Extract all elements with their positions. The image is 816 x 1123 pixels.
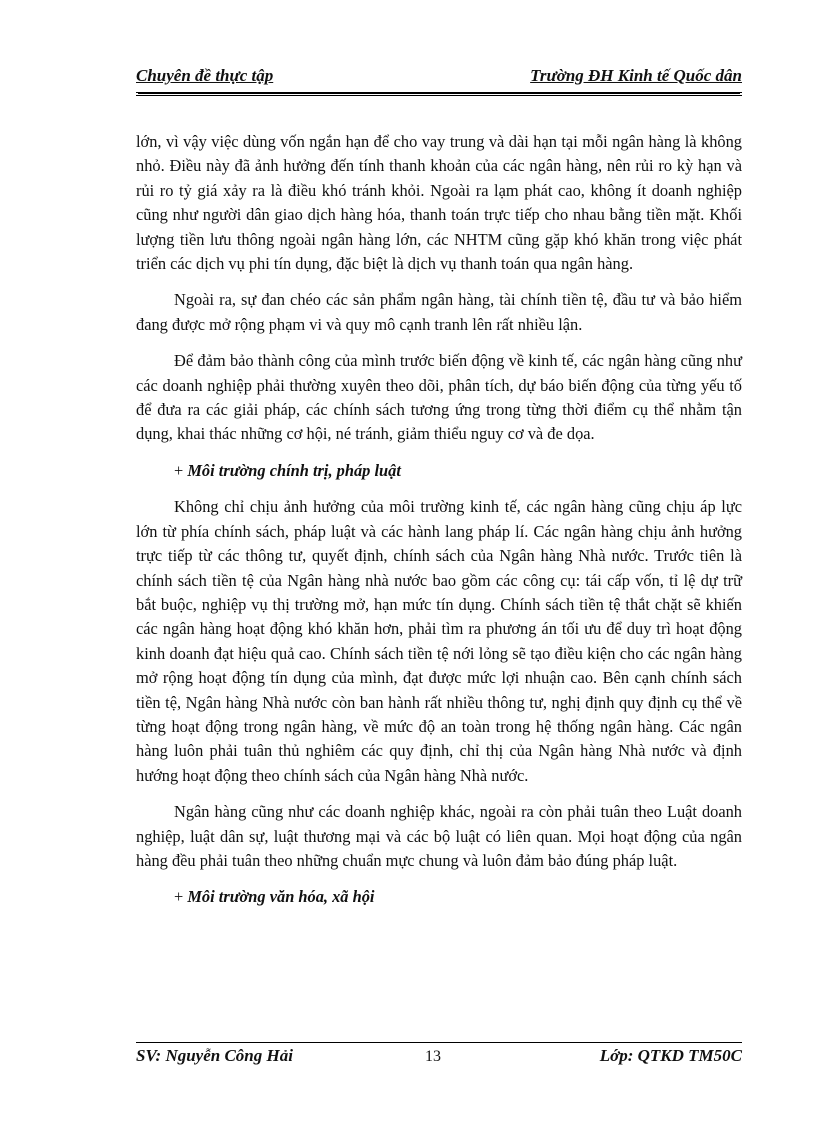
header-document-type: Chuyên đề thực tập bbox=[136, 66, 274, 85]
footer-student-name: SV: Nguyễn Công Hải bbox=[136, 1046, 293, 1065]
heading-text: Môi trường chính trị, pháp luật bbox=[187, 460, 401, 480]
heading-text: Môi trường văn hóa, xã hội bbox=[187, 887, 375, 907]
header-university: Trường ĐH Kinh tế Quốc dân bbox=[530, 66, 742, 85]
heading-bullet: + bbox=[174, 887, 188, 907]
footer-class: Lớp: QTKD TM50C bbox=[599, 1046, 742, 1065]
page-footer bbox=[136, 1046, 742, 1070]
section-heading-politics-law bbox=[136, 459, 742, 483]
header-divider bbox=[136, 95, 742, 96]
paragraph-continuation: lớn, vì vậy việc dùng vốn ngắn hạn để cho vay trung và dài hạn tại mỗi ngân hàng là không nhỏ. Điều này đã ảnh hưởng đến tính thanh khoản của các ngân hàng, nên rủi ro kỳ hạn và rủi ro tỷ giá xảy ra là điều khó tránh khỏi. Ngoài ra lạm phát cao, không ít doanh nghiệp cũng như người dân giao dịch hàng hóa, thanh toán trực tiếp cho nhau bằng tiền mặt. Khối lượng tiền lưu thông ngoài ngân hàng lớn, các NHTM cũng gặp khó khăn trong việc phát triển các dịch vụ phi tín dụng, đặc biệt là dịch vụ thanh toán qua ngân hàng. bbox=[136, 132, 742, 274]
paragraph-legal-compliance: Ngân hàng cũng như các doanh nghiệp khác, ngoài ra còn phải tuân theo Luật doanh nghiệp, luật dân sự, luật thương mại và các bộ luật có liên quan. Mọi hoạt động của ngân hàng đều phải tuân theo những chuẩn mực chung và luôn đảm bảo đúng pháp luật. bbox=[136, 802, 742, 870]
section-heading-culture-society bbox=[136, 885, 742, 909]
paragraph-success-conditions: Để đảm bảo thành công của mình trước biến động về kinh tế, các ngân hàng cũng như các doanh nghiệp phải thường xuyên theo dõi, phân tích, dự báo biến động của từng yếu tố để đưa ra các giải pháp, các chính sách tương ứng trong từng thời điểm cụ thể nhằm tận dụng, khai thác những cơ hội, né tránh, giảm thiểu nguy cơ và đe dọa. bbox=[136, 351, 742, 444]
heading-bullet: + bbox=[174, 460, 188, 480]
paragraph-policy-law: Không chỉ chịu ảnh hưởng của môi trường kinh tế, các ngân hàng cũng chịu áp lực lớn từ phía chính sách, pháp luật và các hành lang pháp lí. Các ngân hàng chịu ảnh hưởng trực tiếp từ các thông tư, quyết định, chính sách của Ngân hàng Nhà nước. Trước tiên là chính sách tiền tệ của Ngân hàng nhà nước bao gồm các công cụ: tái cấp vốn, tỉ lệ dự trữ bắt buộc, nghiệp vụ thị trường mở, hạn mức tín dụng. Chính sách tiền tệ thắt chặt sẽ khiến các ngân hàng hoạt động khó khăn hơn, phải tìm ra phương án tối ưu để duy trì hoạt động kinh doanh đạt hiệu quả cao. Chính sách tiền tệ nới lỏng sẽ tạo điều kiện cho các ngân hàng mở rộng hoạt động tín dụng của mình, đạt được mức lợi nhuận cao. Bên cạnh chính sách tiền tệ, Ngân hàng Nhà nước còn ban hành rất nhiều thông tư, nghị định quy định cụ thể về từng hoạt động trong ngân hàng, về mức độ an toàn trong hệ thống ngân hàng. Các ngân hàng luôn phải tuân thủ nghiêm các quy định, chỉ thị của Ngân hàng Nhà nước và định hướng hoạt động theo chính sách của Ngân hàng Nhà nước. bbox=[136, 497, 742, 785]
page-body bbox=[136, 130, 742, 922]
footer-divider bbox=[136, 1042, 742, 1043]
page-header bbox=[136, 64, 742, 93]
paragraph-cross-selling: Ngoài ra, sự đan chéo các sản phẩm ngân hàng, tài chính tiền tệ, đầu tư và bảo hiểm đang được mở rộng phạm vi và quy mô cạnh tranh lên rất nhiều lận. bbox=[136, 290, 742, 334]
page-number: 13 bbox=[425, 1048, 441, 1065]
